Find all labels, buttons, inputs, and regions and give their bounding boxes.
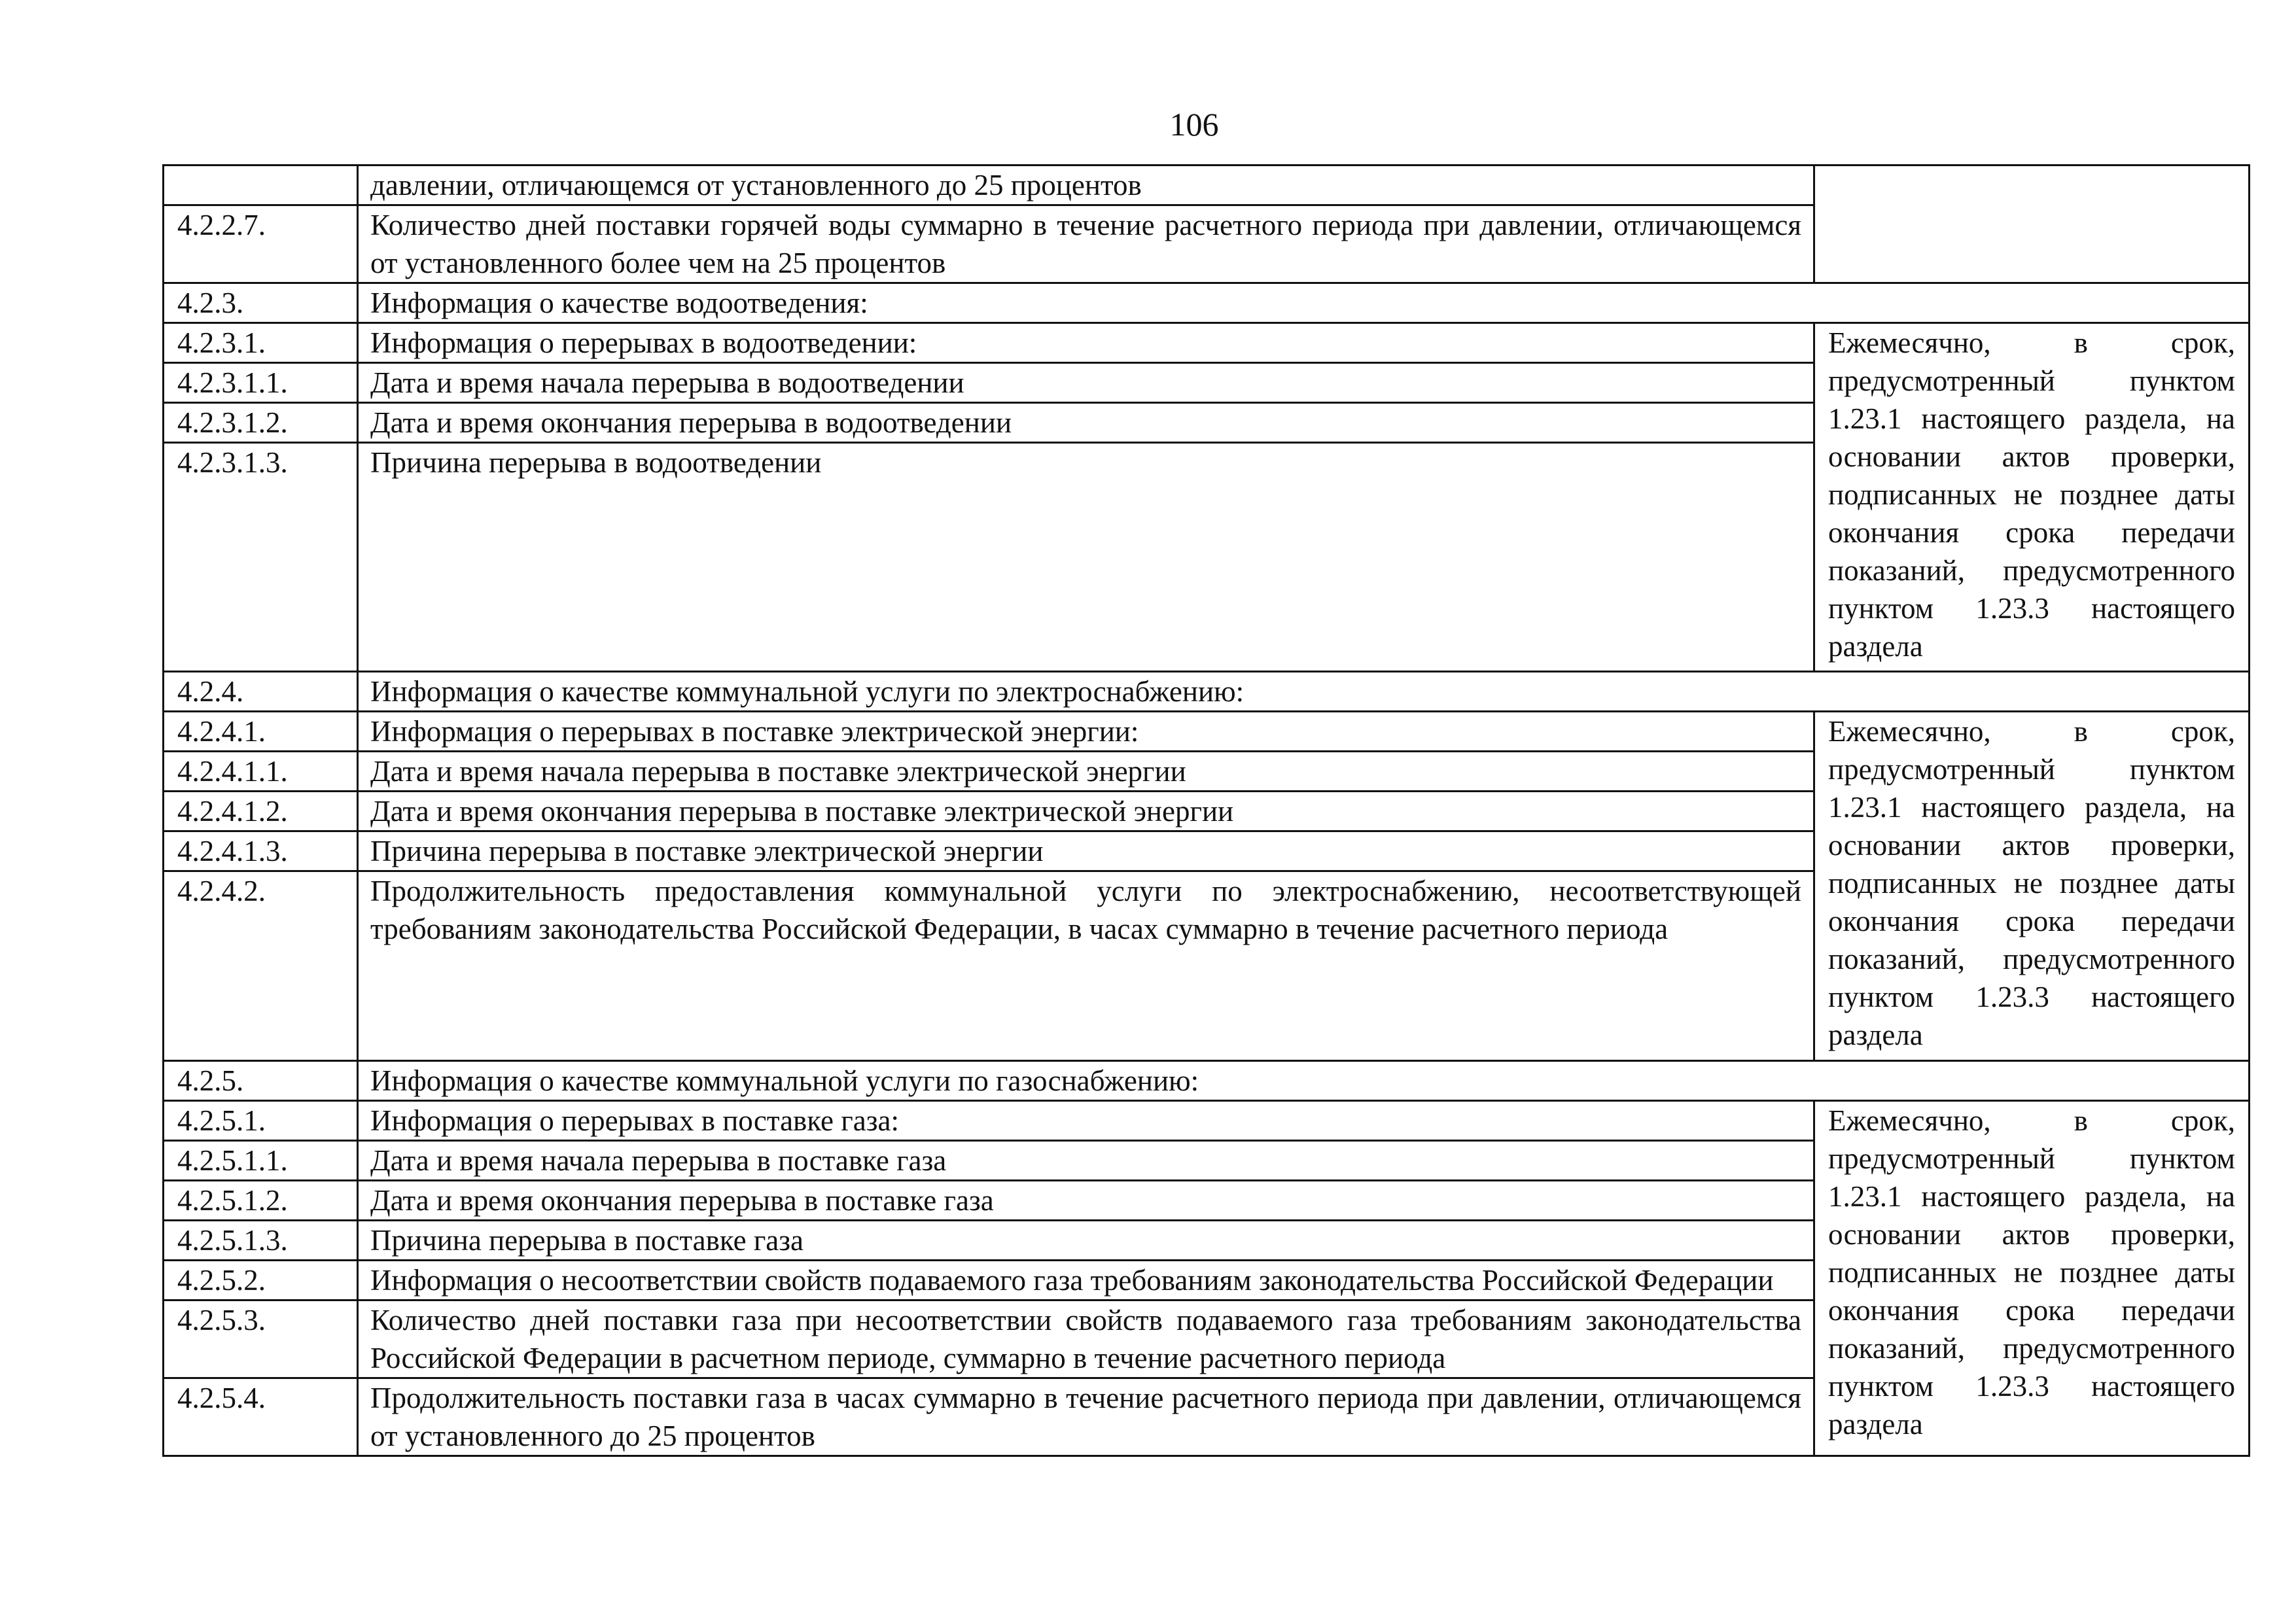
row-text: Информация о качестве коммунальной услуги по газоснабжению: [358, 1061, 2250, 1101]
row-text: Причина перерыва в поставке газа [358, 1221, 1814, 1261]
row-text: давлении, отличающемся от установленного до 25 процентов [358, 166, 1814, 205]
row-text: Информация о перерывах в водоотведении: [358, 323, 1814, 363]
term-cell-empty [1814, 166, 2250, 283]
row-number: 4.2.3.1.3. [164, 443, 358, 672]
row-number: 4.2.5. [164, 1061, 358, 1101]
row-text: Информация о качестве водоотведения: [358, 283, 2250, 323]
term-cell-gas: Ежемесячно, в срок, предусмотренный пунктом 1.23.1 настоящего раздела, на основании актов проверки, подписанных не позднее даты окончания срока передачи показаний, предусмотренного пунктом 1.23.3 настоящего раздела [1814, 1101, 2250, 1456]
row-number: 4.2.5.3. [164, 1300, 358, 1378]
table-row-section [164, 672, 2250, 712]
row-number: 4.2.5.1.1. [164, 1141, 358, 1181]
row-text: Продолжительность предоставления коммунальной услуги по электроснабжению, несоответствующей требованиям законодательства Российской Федерации, в часах суммарно в течение расчетного периода [358, 871, 1814, 1061]
row-number: 4.2.3.1.2. [164, 403, 358, 443]
row-text: Дата и время окончания перерыва в поставке электрической энергии [358, 792, 1814, 831]
row-number: 4.2.4.1. [164, 712, 358, 752]
table-row-section [164, 283, 2250, 323]
row-number: 4.2.4.1.1. [164, 752, 358, 792]
row-text: Информация о перерывах в поставке электрической энергии: [358, 712, 1814, 752]
row-number: 4.2.4.1.2. [164, 792, 358, 831]
page-number: 106 [1169, 106, 1219, 143]
row-text: Дата и время окончания перерыва в водоотведении [358, 403, 1814, 443]
row-number [164, 166, 358, 205]
table-row [164, 166, 2250, 205]
table-row [164, 323, 2250, 363]
row-number: 4.2.3.1.1. [164, 363, 358, 403]
table-row [164, 712, 2250, 752]
row-text: Причина перерыва в поставке электрической энергии [358, 831, 1814, 871]
row-text: Количество дней поставки газа при несоответствии свойств подаваемого газа требованиям законодательства Российской Федерации в расчетном периоде, суммарно в течение расчетного периода [358, 1300, 1814, 1378]
term-cell-electricity: Ежемесячно, в срок, предусмотренный пунктом 1.23.1 настоящего раздела, на основании актов проверки, подписанных не позднее даты окончания срока передачи показаний, предусмотренного пунктом 1.23.3 настоящего раздела [1814, 712, 2250, 1061]
row-number: 4.2.5.1.2. [164, 1181, 358, 1221]
row-text: Дата и время начала перерыва в поставке электрической энергии [358, 752, 1814, 792]
row-text: Причина перерыва в водоотведении [358, 443, 1814, 672]
row-number: 4.2.3.1. [164, 323, 358, 363]
row-number: 4.2.4.2. [164, 871, 358, 1061]
row-number: 4.2.5.1.3. [164, 1221, 358, 1261]
row-text: Дата и время начала перерыва в водоотведении [358, 363, 1814, 403]
row-text: Количество дней поставки горячей воды суммарно в течение расчетного периода при давлении, отличающемся от установленного более чем на 25 процентов [358, 205, 1814, 283]
row-text: Информация о несоответствии свойств подаваемого газа требованиям законодательства Российской Федерации [358, 1261, 1814, 1300]
row-number: 4.2.5.1. [164, 1101, 358, 1141]
row-text: Информация о качестве коммунальной услуги по электроснабжению: [358, 672, 2250, 712]
table-row-section [164, 1061, 2250, 1101]
row-number: 4.2.4.1.3. [164, 831, 358, 871]
row-text: Дата и время начала перерыва в поставке газа [358, 1141, 1814, 1181]
table-row [164, 1101, 2250, 1141]
row-number: 4.2.3. [164, 283, 358, 323]
term-cell-water-disposal: Ежемесячно, в срок, предусмотренный пунктом 1.23.1 настоящего раздела, на основании актов проверки, подписанных не позднее даты окончания срока передачи показаний, предусмотренного пунктом 1.23.3 настоящего раздела [1814, 323, 2250, 672]
row-text: Информация о перерывах в поставке газа: [358, 1101, 1814, 1141]
row-number: 4.2.4. [164, 672, 358, 712]
row-text: Дата и время окончания перерыва в поставке газа [358, 1181, 1814, 1221]
requirements-table [162, 164, 2250, 1457]
row-number: 4.2.5.2. [164, 1261, 358, 1300]
row-number: 4.2.5.4. [164, 1378, 358, 1456]
row-number: 4.2.2.7. [164, 205, 358, 283]
row-text: Продолжительность поставки газа в часах суммарно в течение расчетного периода при давлении, отличающемся от установленного до 25 процентов [358, 1378, 1814, 1456]
